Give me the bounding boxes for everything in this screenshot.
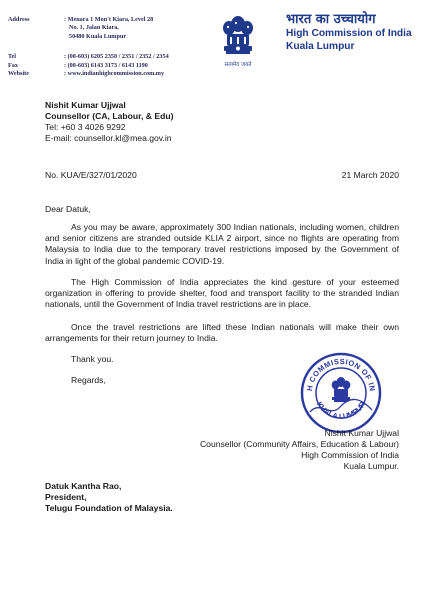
tel-value: : (00-603) 6205 2350 / 2351 / 2352 / 2354 (64, 53, 169, 61)
address-line: No. 1, Jalan Kiara, (69, 24, 119, 32)
letterhead-values (64, 16, 169, 78)
sender-tel: Tel: +60 3 4026 9292 (45, 122, 126, 132)
seal-top-text: H COMMISSION OF IN (304, 356, 378, 392)
emblem-motto: सत्यमेव जयते (224, 62, 252, 68)
body-paragraph: The High Commission of India appreciates the kind gesture of your esteemed organization in offering to provide shelter, food and transport facility to the stranded Indian nationals, until the Government of India travel restrictions are in place. (45, 277, 399, 310)
lion-capital-icon (218, 14, 258, 72)
body-paragraph: As you may be aware, approximately 300 Indian nationals, including women, children and senior citizens are stranded outside KLIA 2 airport, since no flights are operating from Malaysia to India due to the temporary travel restrictions imposed by the Government of India in light of the global pandemic COVID-19. (45, 222, 399, 266)
recipient-title: President, (45, 492, 87, 503)
closing-regards: Regards, (71, 375, 106, 385)
sender-name: Nishit Kumar Ujjwal (45, 100, 126, 110)
sender-email: E-mail: counsellor.kl@mea.gov.in (45, 133, 172, 143)
letter-date: 21 March 2020 (341, 170, 399, 180)
official-seal (300, 352, 382, 434)
sender-designation: Counsellor (CA, Labour, & Edu) (45, 111, 174, 121)
tel-label: Tel (8, 53, 17, 61)
address-label: Address (8, 16, 30, 23)
closing-thanks: Thank you. (71, 354, 114, 364)
fax-value: : (00-603) 6143 3173 / 6143 1190 (64, 61, 148, 69)
title-line-2: Kuala Lumpur (286, 40, 355, 52)
signatory-city: Kuala Lumpur. (343, 461, 399, 471)
seal-stamp-icon (300, 352, 382, 434)
signature-block (200, 428, 399, 472)
sender-block (45, 100, 173, 144)
recipient-organization: Telugu Foundation of Malaysia. (45, 503, 173, 514)
body-paragraph: Once the travel restrictions are lifted these Indian nationals will make their own arrangements for their return journey to India. (45, 322, 399, 344)
letterhead-labels (8, 16, 30, 78)
website-label: Website (8, 70, 29, 78)
address-line: 50480 Kuala Lumpur (69, 32, 127, 40)
letterhead-title (286, 12, 412, 53)
address-line: : Menara 1 Mon't Kiara, Level 28 (64, 16, 154, 23)
seal-bottom-text: KUALA LUMPUR (314, 399, 368, 421)
recipient-name: Datuk Kantha Rao, (45, 481, 122, 491)
salutation: Dear Datuk, (45, 204, 91, 214)
svg-text:KUALA LUMPUR (315, 399, 368, 420)
title-line-1: High Commission of India (286, 28, 412, 39)
title-hindi: भारत का उच्चायोग (286, 12, 376, 27)
recipient-block (45, 481, 173, 515)
website-value: : www.indianhighcommission.com.my (64, 70, 165, 78)
signatory-designation: Counsellor (Community Affairs, Education & Labour) (199, 439, 399, 449)
signatory-name: Nishit Kumar Ujjwal (324, 428, 399, 438)
signatory-office: High Commission of India (301, 450, 399, 460)
reference-number: No. KUA/E/327/01/2020 (45, 170, 137, 180)
national-emblem (218, 14, 258, 72)
fax-label: Fax (8, 61, 18, 69)
